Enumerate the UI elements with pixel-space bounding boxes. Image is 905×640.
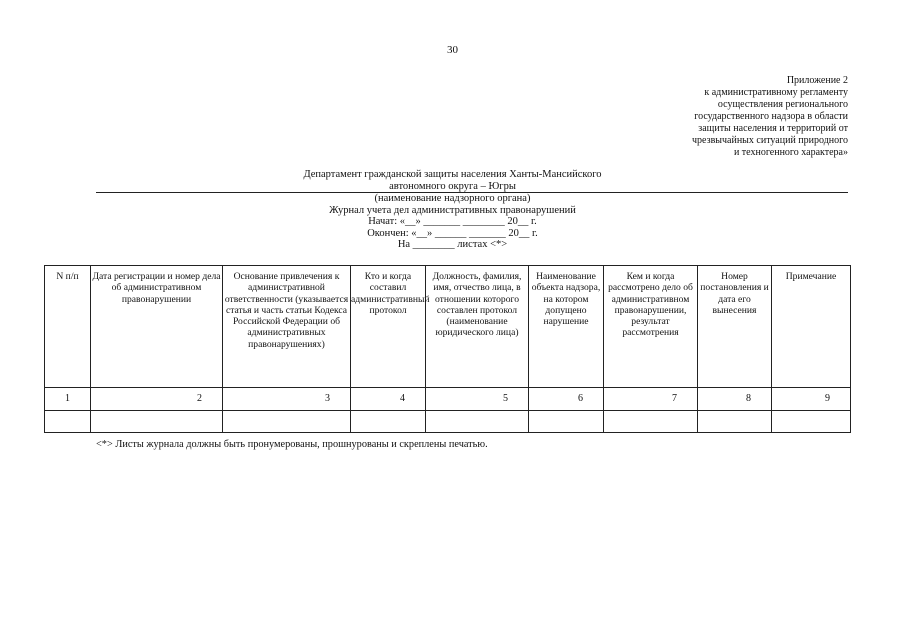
empty-cell xyxy=(772,411,851,433)
appendix-line: государственного надзора в области xyxy=(694,111,848,122)
empty-cell xyxy=(529,411,604,433)
column-number-cell: 6 xyxy=(529,388,604,411)
footnote: <*> Листы журнала должны быть пронумерованы, прошнурованы и скреплены печатью. xyxy=(96,439,488,450)
appendix-line: чрезвычайных ситуаций природного xyxy=(692,135,848,146)
column-number-cell: 9 xyxy=(772,388,851,411)
department-name-line2: автономного округа – Югры xyxy=(389,180,516,192)
empty-cell xyxy=(351,411,426,433)
column-header-number: N п/п xyxy=(45,266,91,388)
column-header-supervised-object: Наименование объекта надзора, на котором допущено нарушение xyxy=(529,266,604,388)
column-header-registration: Дата регистрации и номер дела об административном правонарушении xyxy=(91,266,223,388)
empty-cell xyxy=(91,411,223,433)
empty-cell xyxy=(426,411,529,433)
table-header-row xyxy=(45,266,851,388)
appendix-line: защиты населения и территорий от xyxy=(698,123,848,134)
column-header-offender: Должность, фамилия, имя, отчество лица, в отношении которого составлен протокол (наименование юридического лица) xyxy=(426,266,529,388)
appendix-line: Приложение 2 xyxy=(786,75,848,86)
column-header-grounds: Основание привлечения к административной ответственности (указывается статья и часть статьи Кодекса Российской Федерации об административных правонарушениях) xyxy=(223,266,351,388)
column-header-resolution: Номер постановления и дата его вынесения xyxy=(698,266,772,388)
column-number-cell: 2 xyxy=(91,388,223,411)
column-header-note: Примечание xyxy=(772,266,851,388)
table-row-numbers xyxy=(45,388,851,411)
column-number-cell: 3 xyxy=(223,388,351,411)
appendix-block xyxy=(658,75,848,159)
empty-cell xyxy=(698,411,772,433)
column-header-review: Кем и когда рассмотрено дело об административном правонарушении, результат рассмотрения xyxy=(604,266,698,388)
page-number: 30 xyxy=(447,44,458,56)
column-header-protocol-author: Кто и когда составил административный протокол xyxy=(351,266,426,388)
empty-cell xyxy=(223,411,351,433)
journal-table xyxy=(44,265,851,433)
sheets-count-line: На ________ листах <*> xyxy=(397,239,508,250)
column-number-cell: 7 xyxy=(604,388,698,411)
appendix-line: и техногенного характера» xyxy=(733,147,848,158)
empty-cell xyxy=(45,411,91,433)
appendix-line: осуществления регионального xyxy=(717,99,848,110)
appendix-line: к административному регламенту xyxy=(704,87,848,98)
organ-caption: (наименование надзорного органа) xyxy=(374,193,531,204)
column-number-cell: 4 xyxy=(351,388,426,411)
column-number-cell: 5 xyxy=(426,388,529,411)
table-row-empty xyxy=(45,411,851,433)
empty-cell xyxy=(604,411,698,433)
department-name-line1: Департамент гражданской защиты населения Ханты-Мансийского xyxy=(303,169,602,180)
document-header xyxy=(0,169,905,251)
finished-date-line: Окончен: «__» ______ _______ 20__ г. xyxy=(367,227,538,239)
started-date-line: Начат: «__» _______ ________ 20__ г. xyxy=(368,216,537,227)
journal-title: Журнал учета дел административных правонарушений xyxy=(329,204,576,216)
column-number-cell: 8 xyxy=(698,388,772,411)
column-number-cell: 1 xyxy=(45,388,91,411)
